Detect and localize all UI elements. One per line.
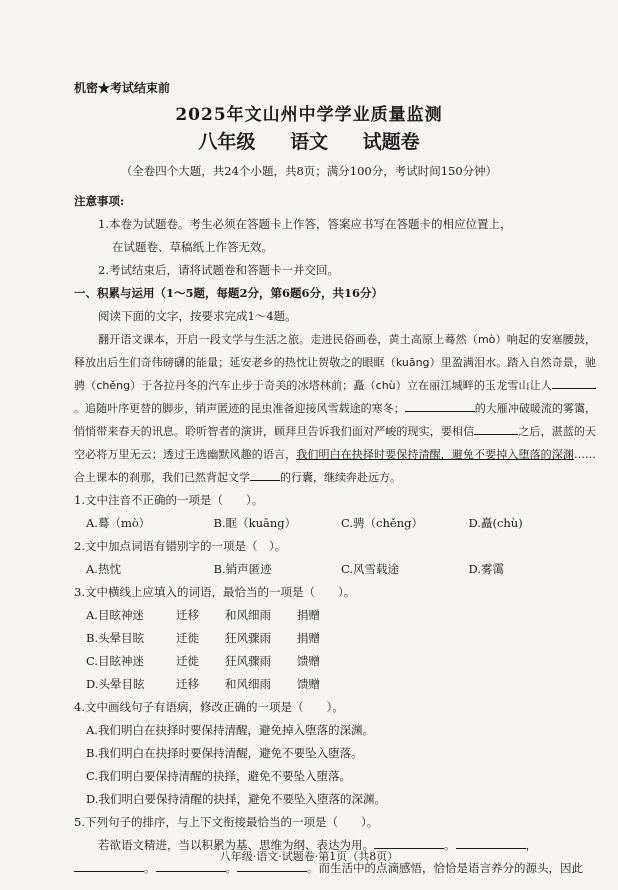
q3-d-word-1: D.头晕目眩: [86, 677, 145, 691]
question-1-options: [74, 512, 596, 535]
question-2-options: [74, 558, 596, 581]
q4-option-d: D.我们明白要保持清醒的抉择，避免不要坠入堕落的深渊。: [86, 792, 386, 806]
exam-subtitle: [0, 127, 618, 154]
section-heading: 一、积累与运用（1～5题，每题2分，第6题6分，共16分）: [74, 286, 384, 300]
q3-b-word-3: 狂风骤雨: [225, 631, 271, 645]
fill-blank-2: [405, 401, 475, 412]
reading-passage: [74, 328, 596, 489]
question-1: 1.文中注音不正确的一项是（ ）。: [74, 493, 264, 507]
q3-b-word-2: 迁徙: [176, 631, 199, 645]
fill-blank-4: [250, 470, 280, 481]
reading-instruction: 阅读下面的文字，按要求完成1～4题。: [98, 309, 297, 323]
q3-c-word-2: 迁徙: [176, 654, 199, 668]
q5-sentence-1: 若欲语文精进，当以积累为基、思维为纲、表达为用。: [98, 838, 374, 852]
question-5: 5.下列句子的排序，与上下文衔接最恰当的一项是（ ）。: [74, 815, 379, 829]
q5-sentence-2: 。而生活中的点滴感悟，恰恰是语言养分的源头，因此: [307, 861, 583, 875]
notice-item-1a: 1.本卷为试题卷。考生必须在答题卡上作答，答案应书写在答题卡的相应位置上，: [98, 217, 512, 231]
exam-body: [74, 190, 596, 880]
page-footer: 八年级·语文·试题卷·第1页（共8页）: [219, 850, 399, 863]
q5-text-line-2: 。 。 。而生活中的点滴感悟，恰恰是语言养分的源头，因此: [74, 857, 596, 880]
q4-option-a: A.我们明白在抉择时要保持清醒，避免掉入堕落的深渊。: [86, 723, 374, 737]
question-2: 2.文中加点词语有错别字的一项是（ ）。: [74, 539, 287, 553]
q4-option-c: C.我们明白要保持清醒的抉择，避免不要坠入堕落。: [86, 769, 352, 783]
q3-option-b: [74, 627, 596, 650]
exam-info: （全卷四个大题，共24个小题，共8页；满分100分，考试时间150分钟）: [120, 164, 498, 178]
passage-part-1: 翻开语文课本，开启一段文学与生活之旅。走进民俗画卷，黄土高原上蓦然（mò）响起的安塞腰鼓，释放出后生们奇伟磅礴的能量；延安老乡的热忱让贺敬之的眼眶（kuāng）里盈满泪水。踏入自然奇景，驰骋（chěng）于各拉丹冬的汽车止步于奇美的冰塔林前；矗（chù）立在丽江城畔的玉龙雪山让人: [74, 333, 596, 392]
q4-option-b: B.我们明白在抉择时要保持清醒，避免不要坠入堕落。: [86, 746, 363, 760]
subtitle-paper: 试题卷: [362, 131, 420, 153]
q3-d-word-3: 和风细雨: [225, 677, 271, 691]
q3-c-word-1: C.目眩神迷: [86, 654, 145, 668]
passage-part-3: 的大雁冲破暖流的雾霭，悄悄带来春天的讯息。聆听智者的演讲，顾拜旦告诉我们面对严峻的现实，要相信: [74, 402, 597, 438]
q5-text-line-1: 若欲语文精进，当以积累为基、思维为纲、表达为用。 。 ，: [98, 838, 537, 852]
fill-blank-3: [474, 424, 518, 435]
q3-option-d: [74, 673, 596, 696]
q3-option-c: [74, 650, 596, 673]
q3-a-word-4: 捐赠: [297, 608, 320, 622]
q2-option-b: B.销声匿迹: [213, 562, 272, 576]
q2-option-a: A.热忱: [86, 562, 121, 576]
exam-title: 2025年文山州中学学业质量监测: [175, 105, 443, 125]
q1-option-b: B.眶（kuāng）: [213, 516, 297, 530]
passage-part-4: 之后，湛蓝的天空必将万里无云；透过王选幽默风趣的语言，: [74, 425, 597, 461]
passage-part-6: ……合上课本的刹那，我们已然背起文学: [74, 448, 597, 484]
q3-a-word-1: A.目眩神迷: [86, 608, 144, 622]
q3-b-word-1: B.头晕目眩: [86, 631, 145, 645]
underlined-sentence: 我们明白在抉择时要保持清醒，避免不要掉入堕落的深渊: [296, 448, 575, 461]
q3-c-word-3: 狂风骤雨: [225, 654, 271, 668]
question-3: 3.文中横线上应填入的词语，最恰当的一项是（ ）。: [74, 585, 356, 599]
subtitle-grade: 八年级: [198, 131, 256, 153]
notice-heading: 注意事项:: [74, 194, 125, 208]
q1-option-c: C.骋（chěng）: [341, 516, 423, 530]
q3-c-word-4: 馈赠: [297, 654, 320, 668]
confidential-label: 机密★考试结束前: [74, 81, 171, 95]
question-4: 4.文中画线句子有语病，修改正确的一项是（ ）。: [74, 700, 344, 714]
notice-item-1b: 在试题卷、草稿纸上作答无效。: [112, 240, 273, 254]
q1-option-a: A.蓦（mò）: [86, 516, 151, 530]
q3-b-word-4: 捐赠: [297, 631, 320, 645]
q2-option-c: C.风雪载途: [341, 562, 400, 576]
q1-option-d: D.矗(chù): [468, 516, 523, 530]
q3-d-word-4: 馈赠: [297, 677, 320, 691]
q3-a-word-3: 和风细雨: [225, 608, 271, 622]
subtitle-subject: 语文: [289, 131, 328, 153]
notice-item-2: 2.考试结束后，请将试题卷和答题卡一并交回。: [98, 263, 339, 277]
fill-blank-1: [552, 378, 596, 389]
q2-option-d: D.雾霭: [468, 562, 504, 576]
passage-part-2: 。追随叶序更替的脚步，销声匿迹的昆虫准备迎接风雪载途的寒冬；: [74, 402, 405, 415]
q3-option-a: [74, 604, 596, 627]
q3-a-word-2: 迁移: [176, 608, 199, 622]
q3-d-word-2: 迁移: [176, 677, 199, 691]
passage-part-7: 的行囊，继续奔赴远方。: [280, 471, 401, 484]
